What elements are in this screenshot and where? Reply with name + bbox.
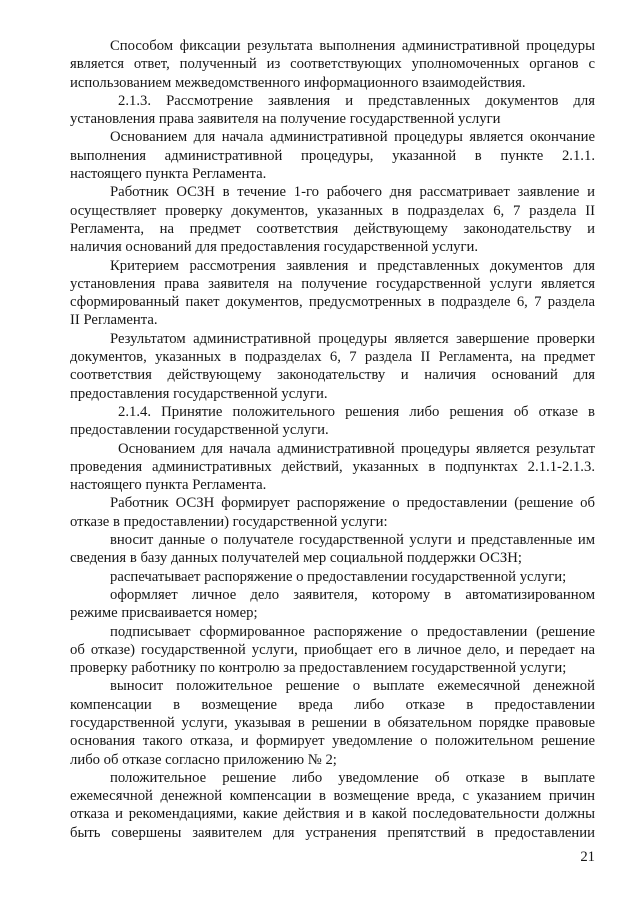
text-line: Работник ОСЗН формирует распоряжение о предоставлении (решение об <box>110 495 595 512</box>
text-line: об отказе) государственной услуги, приобщает его в личное дело, и передает на <box>70 641 595 658</box>
text-line: распечатывает распоряжение о предоставлении государственной услуги; <box>110 568 567 585</box>
text-line: Способом фиксации результата выполнения административной процедуры <box>110 38 595 54</box>
list-item-sign-order <box>70 623 595 678</box>
text-line: документов, указанных в подразделах 6, 7 раздела II Регламента, на предмет <box>70 349 595 366</box>
paragraph-criterion <box>70 257 595 330</box>
text-line: Регламента, на предмет соответствия действующему законодательству и <box>70 220 595 237</box>
section-heading-2-1-4 <box>70 403 595 440</box>
section-heading-2-1-3 <box>70 92 595 129</box>
text-line: сведения в базу данных получателей мер социальной поддержки ОСЗН; <box>70 550 522 567</box>
text-line: компенсации в возмещение вреда либо отказе в предоставлении <box>70 696 595 713</box>
list-item-issue-decision <box>70 677 595 768</box>
text-line: Основанием для начала административной процедуры является результат <box>118 440 595 457</box>
text-line: II Регламента. <box>70 312 158 329</box>
text-line: осуществляет проверку документов, указанных в подразделах 6, 7 раздела II <box>70 202 595 219</box>
text-line: 2.1.3. Рассмотрение заявления и представленных документов для <box>118 92 595 109</box>
text-line: ежемесячной денежной компенсации в возмещение вреда, с указанием причин <box>70 788 595 805</box>
paragraph-basis-for-start <box>70 128 595 183</box>
text-line: предоставления государственной услуги. <box>70 385 328 402</box>
text-line: сформированный пакет документов, предусмотренных в подразделе 6, 7 раздела <box>70 294 595 311</box>
text-line: предоставлении государственной услуги. <box>70 422 329 439</box>
text-line: основания такого отказа, и формирует уведомление о положительном решение <box>70 733 595 750</box>
paragraph-result <box>70 330 595 403</box>
paragraph-order-formation <box>70 494 595 531</box>
text-line: использованием межведомственного информационного взаимодействия. <box>70 74 526 91</box>
page-number: 21 <box>580 849 595 865</box>
text-line: быть совершены заявителем для устранения препятствий в предоставлении <box>70 824 595 841</box>
text-line: Результатом административной процедуры является завершение проверки <box>110 330 595 347</box>
paragraph-basis-for-decision <box>70 440 595 495</box>
text-line: положительное решение либо уведомление об отказе в выплате <box>110 769 595 786</box>
list-item-enter-data <box>70 531 595 568</box>
text-line: Основанием для начала административной процедуры является окончание <box>110 129 595 146</box>
text-line: проверку работнику по контролю за предоставлением государственной услуги; <box>70 660 567 677</box>
text-line: подписывает сформированное распоряжение о предоставлении (решение <box>110 623 595 640</box>
document-body <box>70 37 595 842</box>
paragraph-document-check <box>70 183 595 256</box>
text-line: соответствия действующему законодательству и наличия оснований для <box>70 367 595 384</box>
text-line: проведения административных действий, указанных в подпунктах 2.1.1-2.1.3. <box>70 458 595 475</box>
text-line: государственной услуги, указывая в решении в обязательном порядке правовые <box>70 714 595 731</box>
text-line: установления права заявителя на получение государственной услуги <box>70 111 501 128</box>
text-line: наличия оснований для предоставления государственной услуги. <box>70 239 479 256</box>
text-line: Критерием рассмотрения заявления и представленных документов для <box>110 257 595 274</box>
text-line: настоящего пункта Регламента. <box>70 166 267 183</box>
list-item-print-order <box>70 568 595 586</box>
paragraph-fixation-method <box>70 37 595 92</box>
list-item-personal-file <box>70 586 595 623</box>
text-line: выполнения административной процедуры, указанной в пункте 2.1.1. <box>70 147 595 164</box>
text-line: выносит положительное решение о выплате ежемесячной денежной <box>110 678 595 695</box>
text-line: 2.1.4. Принятие положительного решения либо решения об отказе в <box>118 403 595 420</box>
text-line: установления права заявителя на получение государственной услуги является <box>70 275 595 292</box>
text-line: является ответ, полученный из соответствующих уполномоченных органов с <box>70 56 595 73</box>
list-item-notification <box>70 769 595 842</box>
text-line: режиме присваивается номер; <box>70 605 258 622</box>
text-line: отказа и рекомендациями, какие действия и в какой последовательности должны <box>70 806 595 823</box>
text-line: настоящего пункта Регламента. <box>70 477 267 494</box>
text-line: Работник ОСЗН в течение 1-го рабочего дня рассматривает заявление и <box>110 184 595 201</box>
text-line: оформляет личное дело заявителя, которому в автоматизированном <box>110 586 595 603</box>
text-line: либо об отказе согласно приложению № 2; <box>70 751 337 768</box>
text-line: отказе в предоставлении) государственной услуги: <box>70 513 388 530</box>
text-line: вносит данные о получателе государственной услуги и представленные им <box>110 532 595 549</box>
